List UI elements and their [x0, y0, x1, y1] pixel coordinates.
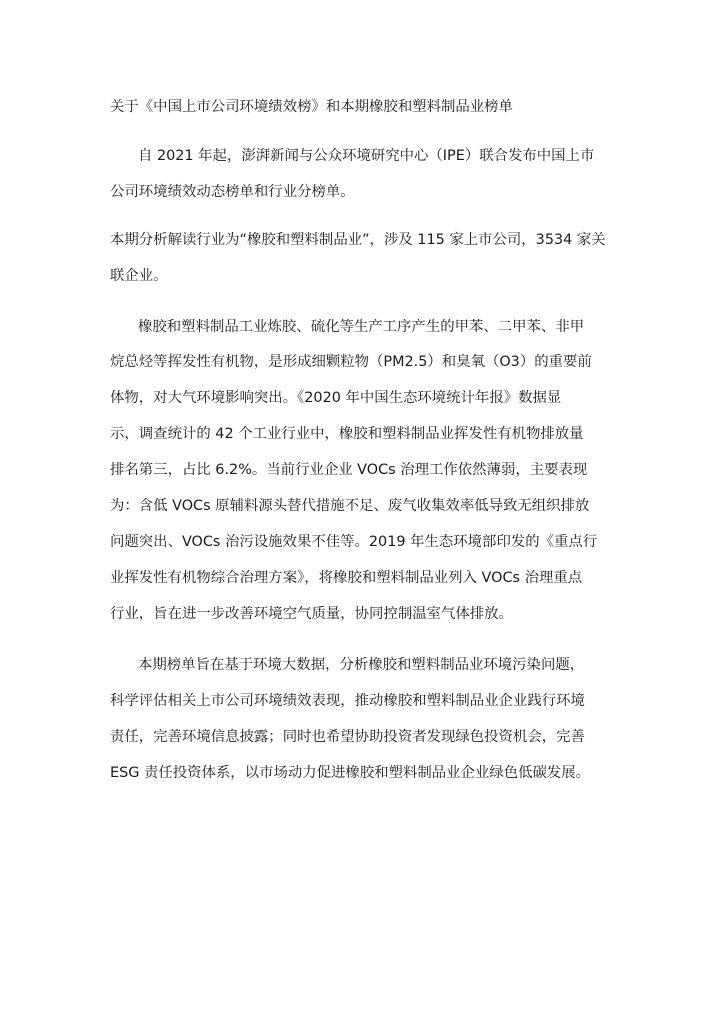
paragraph-line: 科学评估相关上市公司环境绩效表现，推动橡胶和塑料制品业企业践行环境 [110, 693, 585, 709]
paragraph-line: 排名第三，占比 6.2%。当前行业企业 VOCs 治理工作依然薄弱，主要表现 [110, 462, 588, 478]
paragraph-line: 为：含低 VOCs 原辅料源头替代措施不足、废气收集效率低导致无组织排放 [110, 498, 590, 514]
paragraph-line: 本期分析解读行业为“橡胶和塑料制品业”，涉及 115 家上市公司，3534 家关 [110, 232, 606, 248]
paragraph-line: 公司环境绩效动态榜单和行业分榜单。 [110, 184, 355, 200]
paragraph-line: 橡胶和塑料制品工业炼胶、硫化等生产工序产生的甲苯、二甲苯、非甲 [138, 319, 585, 335]
document-title: 关于《中国上市公司环境绩效榜》和本期橡胶和塑料制品业榜单 [110, 99, 513, 115]
paragraph-line: ESG 责任投资体系，以市场动力促进橡胶和塑料制品业企业绿色低碳发展。 [110, 765, 591, 781]
paragraph-line: 行业，旨在进一步改善环境空气质量，协同控制温室气体排放。 [110, 606, 513, 622]
paragraph-line: 体物，对大气环境影响突出。《2020 年中国生态环境统计年报》数据显 [110, 390, 562, 406]
paragraph-line: 本期榜单旨在基于环境大数据，分析橡胶和塑料制品业环境污染问题， [138, 657, 585, 673]
paragraph-line: 问题突出、VOCs 治污设施效果不佳等。2019 年生态环境部印发的《重点行 [110, 534, 598, 550]
paragraph-line: 联企业。 [110, 268, 168, 284]
paragraph-line: 业挥发性有机物综合治理方案》，将橡胶和塑料制品业列入 VOCs 治理重点 [110, 570, 583, 586]
paragraph-line: 示，调查统计的 42 个工业行业中，橡胶和塑料制品业挥发性有机物排放量 [110, 426, 584, 442]
paragraph-line: 自 2021 年起，澎湃新闻与公众环境研究中心（IPE）联合发布中国上市 [138, 148, 595, 164]
paragraph-line: 责任，完善环境信息披露；同时也希望协助投资者发现绿色投资机会，完善 [110, 729, 585, 745]
paragraph-line: 烷总烃等挥发性有机物，是形成细颗粒物（PM2.5）和臭氧（O3）的重要前 [110, 354, 592, 370]
